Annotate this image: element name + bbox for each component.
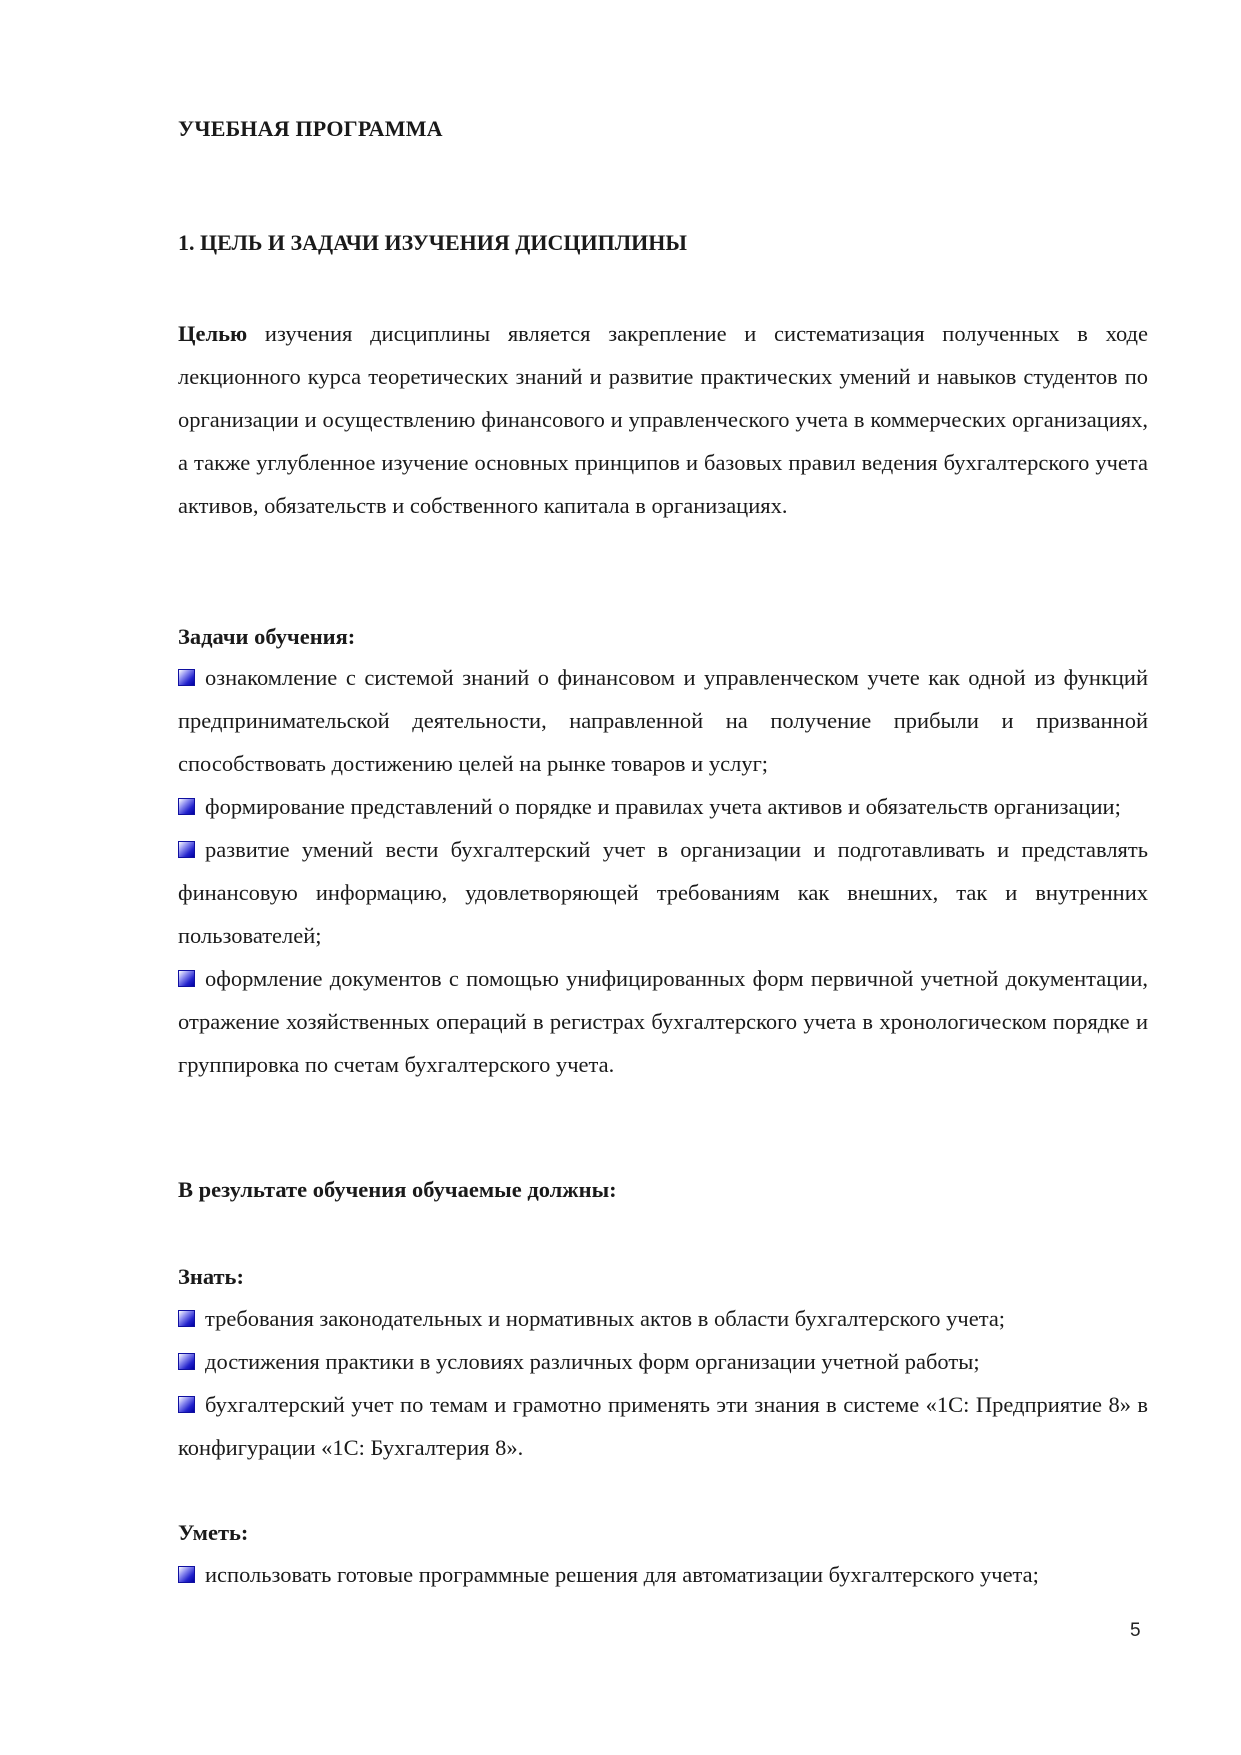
can-list (178, 1553, 1148, 1596)
square-bullet-icon (178, 841, 195, 858)
square-bullet-icon (178, 970, 195, 987)
square-bullet-icon (178, 1396, 195, 1413)
square-bullet-icon (178, 798, 195, 815)
can-heading: Уметь: (178, 1520, 249, 1545)
list-item (178, 1340, 1148, 1383)
list-item (178, 785, 1148, 828)
know-list (178, 1297, 1148, 1469)
section-heading: 1. ЦЕЛЬ И ЗАДАЧИ ИЗУЧЕНИЯ ДИСЦИПЛИНЫ (178, 230, 687, 255)
intro-lead: Целью (178, 321, 248, 346)
list-item (178, 1383, 1148, 1469)
square-bullet-icon (178, 1566, 195, 1583)
list-item (178, 656, 1148, 785)
intro-text: изучения дисциплины является закрепление и систематизация полученных в ходе лекционного курса теоретических знаний и развитие практических умений и навыков студентов по организации и осуществлению финансового и управленческого учета в коммерческих организациях, а также углубленное изучение основных принципов и базовых правил ведения бухгалтерского учета активов, обязательств и собственного капитала в организациях. (178, 321, 1148, 518)
tasks-list (178, 656, 1148, 1086)
list-item-text: бухгалтерский учет по темам и грамотно применять эти знания в системе «1С: Предприятие 8» в конфигурации «1С: Бухгалтерия 8». (178, 1392, 1148, 1460)
square-bullet-icon (178, 1353, 195, 1370)
page-title: УЧЕБНАЯ ПРОГРАММА (178, 116, 443, 141)
list-item (178, 828, 1148, 957)
page-number: 5 (1130, 1620, 1141, 1641)
square-bullet-icon (178, 1310, 195, 1327)
list-item-text: достижения практики в условиях различных форм организации учетной работы; (205, 1349, 980, 1374)
list-item-text: оформление документов с помощью унифицированных форм первичной учетной документации, отражение хозяйственных операций в регистрах бухгалтерского учета в хронологическом порядке и группировка по счетам бухгалтерского учета. (178, 966, 1148, 1077)
tasks-heading: Задачи обучения: (178, 624, 356, 649)
list-item (178, 1553, 1148, 1596)
list-item-text: требования законодательных и нормативных актов в области бухгалтерского учета; (205, 1306, 1006, 1331)
list-item (178, 1297, 1148, 1340)
results-heading: В результате обучения обучаемые должны: (178, 1177, 617, 1202)
list-item (178, 957, 1148, 1086)
square-bullet-icon (178, 669, 195, 686)
know-heading: Знать: (178, 1264, 244, 1289)
list-item-text: использовать готовые программные решения для автоматизации бухгалтерского учета; (205, 1562, 1039, 1587)
intro-paragraph (178, 312, 1148, 527)
list-item-text: формирование представлений о порядке и правилах учета активов и обязательств организации; (205, 794, 1121, 819)
list-item-text: ознакомление с системой знаний о финансовом и управленческом учете как одной из функций предпринимательской деятельности, направленной на получение прибыли и призванной способствовать достижению целей на рынке товаров и услуг; (178, 665, 1148, 776)
list-item-text: развитие умений вести бухгалтерский учет в организации и подготавливать и представлять финансовую информацию, удовлетворяющей требованиям как внешних, так и внутренних пользователей; (178, 837, 1148, 948)
